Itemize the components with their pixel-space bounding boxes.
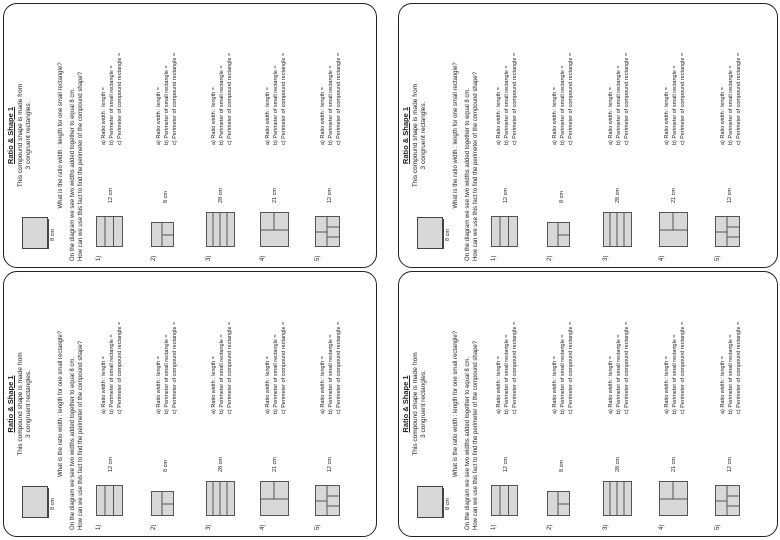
question-number: 1)	[96, 255, 102, 261]
compound-shape-diagram	[315, 207, 347, 247]
question-number: 1)	[96, 524, 102, 530]
compound-shape-diagram	[659, 476, 691, 516]
compound-shape-diagram	[260, 476, 292, 516]
question-item	[151, 7, 206, 261]
diagram-note-1: On the diagram we see two widths added together to equal 8 cm.	[70, 356, 76, 530]
answer-line-compound-perimeter: c) Perimeter of compound rectangle =	[281, 52, 288, 145]
shape-measurement: 8 cm	[162, 191, 169, 203]
answer-line-ratio: a) Ratio width : length =	[320, 87, 327, 145]
card-content	[399, 4, 777, 267]
shape-measurement: 12 cm	[108, 188, 114, 203]
answer-lines	[264, 53, 288, 145]
answer-lines	[155, 53, 179, 145]
answer-lines	[607, 322, 631, 414]
answer-lines	[210, 322, 234, 414]
answer-lines	[551, 322, 575, 414]
answer-lines	[719, 53, 743, 145]
answer-line-compound-perimeter: c) Perimeter of compound rectangle =	[512, 52, 518, 145]
question-item	[96, 7, 151, 261]
answer-lines	[495, 53, 519, 145]
shape-measurement: 28 cm	[615, 188, 621, 203]
question-item	[260, 276, 315, 530]
shape-measurement: 28 cm	[217, 188, 224, 203]
answer-line-compound-perimeter: c) Perimeter of compound rectangle =	[568, 52, 574, 145]
answer-line-small-perimeter: b) Perimeter of small rectangle =	[273, 334, 280, 414]
answer-line-small-perimeter: b) Perimeter of small rectangle =	[504, 334, 510, 414]
intro-line-2: 3 congruent rectangles.	[420, 101, 427, 170]
answer-line-compound-perimeter: c) Perimeter of compound rectangle =	[171, 321, 178, 414]
answer-lines	[155, 322, 179, 414]
answer-line-small-perimeter: b) Perimeter of small rectangle =	[218, 334, 225, 414]
answer-line-small-perimeter: b) Perimeter of small rectangle =	[560, 65, 566, 145]
question-number: 5)	[715, 255, 721, 261]
answer-line-small-perimeter: b) Perimeter of small rectangle =	[163, 334, 170, 414]
shape-measurement: 8 cm	[162, 460, 169, 472]
card-content	[4, 272, 376, 536]
answer-line-small-perimeter: b) Perimeter of small rectangle =	[109, 65, 115, 145]
worksheet-card-bottom-left	[3, 271, 377, 537]
question-number: 3)	[603, 255, 609, 261]
answer-line-small-perimeter: b) Perimeter of small rectangle =	[672, 65, 678, 145]
question-item	[206, 7, 261, 261]
compound-shape-diagram	[491, 476, 523, 516]
answer-line-compound-perimeter: c) Perimeter of compound rectangle =	[680, 52, 686, 145]
answer-line-ratio: a) Ratio width : length =	[664, 356, 670, 414]
question-number: 5)	[715, 524, 721, 530]
answer-line-small-perimeter: b) Perimeter of small rectangle =	[616, 334, 622, 414]
answer-line-ratio: a) Ratio width : length =	[552, 356, 558, 414]
question-item	[315, 276, 370, 530]
intro-line-1: This compound shape is made from	[17, 83, 24, 188]
ratio-question: What is the ratio width : length for one small rectangle?	[453, 62, 459, 209]
question-number: 3)	[603, 524, 609, 530]
answer-line-ratio: a) Ratio width : length =	[155, 87, 162, 145]
answer-line-compound-perimeter: c) Perimeter of compound rectangle =	[226, 321, 233, 414]
answer-line-ratio: a) Ratio width : length =	[210, 87, 217, 145]
question-number: 5)	[315, 524, 322, 530]
question-number: 2)	[547, 255, 553, 261]
sample-rectangle	[417, 217, 443, 249]
answer-lines	[551, 53, 575, 145]
diagram-note-2: How can we use this fact to find the perimeter of the compound shape?	[78, 340, 84, 530]
shape-measurement: 12 cm	[727, 188, 733, 203]
question-number: 5)	[315, 255, 322, 261]
question-number: 3)	[205, 255, 212, 261]
question-item	[715, 7, 771, 261]
question-item	[491, 276, 547, 530]
answer-line-ratio: a) Ratio width : length =	[265, 87, 272, 145]
answer-line-small-perimeter: b) Perimeter of small rectangle =	[560, 334, 566, 414]
worksheet-card-top-left	[3, 3, 377, 268]
ratio-question: What is the ratio width : length for one small rectangle?	[58, 62, 64, 209]
ratio-question: What is the ratio width : length for one small rectangle?	[58, 330, 64, 478]
question-item	[547, 276, 603, 530]
answer-lines	[100, 322, 124, 414]
answer-line-small-perimeter: b) Perimeter of small rectangle =	[328, 334, 335, 414]
answer-line-compound-perimeter: c) Perimeter of compound rectangle =	[117, 321, 123, 414]
compound-shape-diagram	[491, 207, 523, 247]
shape-measurement: 12 cm	[108, 457, 114, 472]
answer-lines	[319, 322, 343, 414]
shape-measurement: 21 cm	[272, 457, 279, 472]
answer-lines	[663, 322, 687, 414]
worksheet-title: Ratio & Shape 1	[401, 106, 410, 165]
answer-line-small-perimeter: b) Perimeter of small rectangle =	[218, 65, 225, 145]
answer-line-small-perimeter: b) Perimeter of small rectangle =	[672, 334, 678, 414]
question-item	[260, 7, 315, 261]
sample-rectangle	[417, 486, 443, 518]
sample-measurement: 8 cm	[50, 229, 56, 241]
compound-shape-diagram	[603, 207, 635, 247]
diagram-note-1: On the diagram we see two widths added together to equal 8 cm.	[465, 87, 471, 261]
question-item	[715, 276, 771, 530]
answer-lines	[100, 53, 124, 145]
answer-line-compound-perimeter: c) Perimeter of compound rectangle =	[117, 52, 123, 145]
answer-line-compound-perimeter: c) Perimeter of compound rectangle =	[568, 321, 574, 414]
diagram-note-2: How can we use this fact to find the perimeter of the compound shape?	[473, 340, 479, 530]
question-item	[151, 276, 206, 530]
worksheet-title: Ratio & Shape 1	[6, 106, 15, 165]
answer-line-ratio: a) Ratio width : length =	[720, 356, 726, 414]
compound-shape-diagram	[96, 476, 128, 516]
answer-line-small-perimeter: b) Perimeter of small rectangle =	[109, 334, 115, 414]
question-number: 4)	[659, 255, 665, 261]
compound-shape-diagram	[603, 476, 635, 516]
compound-shape-diagram	[547, 476, 579, 516]
diagram-note-1: On the diagram we see two widths added together to equal 8 cm.	[465, 356, 471, 530]
sample-measurement: 8 cm	[445, 498, 451, 510]
sample-rectangle	[22, 486, 48, 518]
sample-arrow	[443, 488, 444, 518]
ratio-question: What is the ratio width : length for one small rectangle?	[453, 330, 459, 478]
shape-measurement: 8 cm	[559, 191, 565, 203]
card-content	[399, 272, 777, 536]
answer-lines	[663, 53, 687, 145]
answer-line-small-perimeter: b) Perimeter of small rectangle =	[163, 65, 170, 145]
question-item	[603, 7, 659, 261]
answer-lines	[719, 322, 743, 414]
worksheet-title: Ratio & Shape 1	[401, 375, 410, 433]
question-number: 2)	[547, 524, 553, 530]
question-item	[96, 276, 151, 530]
worksheet-card-bottom-right	[398, 271, 778, 537]
answer-line-compound-perimeter: c) Perimeter of compound rectangle =	[624, 52, 630, 145]
sample-arrow	[443, 219, 444, 249]
intro-line-1: This compound shape is made from	[412, 352, 419, 456]
answer-line-small-perimeter: b) Perimeter of small rectangle =	[504, 65, 510, 145]
question-number: 4)	[659, 524, 665, 530]
shape-measurement: 28 cm	[615, 457, 621, 472]
compound-shape-diagram	[260, 207, 292, 247]
answer-line-ratio: a) Ratio width : length =	[496, 87, 502, 145]
answer-line-small-perimeter: b) Perimeter of small rectangle =	[273, 65, 280, 145]
answer-lines	[210, 53, 234, 145]
shape-measurement: 21 cm	[671, 457, 677, 472]
intro-line-2: 3 congruent rectangles.	[25, 370, 32, 438]
answer-line-compound-perimeter: c) Perimeter of compound rectangle =	[736, 52, 742, 145]
question-number: 2)	[150, 524, 157, 530]
diagram-note-1: On the diagram we see two widths added together to equal 8 cm.	[70, 87, 76, 261]
answer-line-ratio: a) Ratio width : length =	[155, 356, 162, 414]
intro-line-1: This compound shape is made from	[17, 352, 24, 456]
sample-rectangle	[22, 217, 48, 249]
shape-measurement: 12 cm	[327, 188, 334, 203]
answer-line-ratio: a) Ratio width : length =	[265, 356, 272, 414]
answer-line-compound-perimeter: c) Perimeter of compound rectangle =	[624, 321, 630, 414]
answer-line-ratio: a) Ratio width : length =	[720, 87, 726, 145]
compound-shape-diagram	[96, 207, 128, 247]
answer-lines	[264, 322, 288, 414]
question-number: 3)	[205, 524, 212, 530]
answer-line-small-perimeter: b) Perimeter of small rectangle =	[616, 65, 622, 145]
sample-arrow	[48, 488, 49, 518]
question-item	[603, 276, 659, 530]
shape-measurement: 12 cm	[503, 457, 509, 472]
answer-line-ratio: a) Ratio width : length =	[101, 87, 107, 145]
question-item	[315, 7, 370, 261]
question-item	[547, 7, 603, 261]
compound-shape-diagram	[659, 207, 691, 247]
sample-measurement: 8 cm	[445, 229, 451, 241]
answer-line-compound-perimeter: c) Perimeter of compound rectangle =	[226, 52, 233, 145]
question-number: 2)	[150, 255, 157, 261]
answer-line-ratio: a) Ratio width : length =	[101, 356, 107, 414]
question-item	[206, 276, 261, 530]
intro-line-2: 3 congruent rectangles.	[25, 101, 32, 170]
question-item	[659, 7, 715, 261]
answer-line-compound-perimeter: c) Perimeter of compound rectangle =	[171, 52, 178, 145]
question-item	[659, 276, 715, 530]
answer-lines	[319, 53, 343, 145]
answer-line-compound-perimeter: c) Perimeter of compound rectangle =	[336, 321, 343, 414]
answer-lines	[607, 53, 631, 145]
answer-line-compound-perimeter: c) Perimeter of compound rectangle =	[736, 321, 742, 414]
answer-line-ratio: a) Ratio width : length =	[496, 356, 502, 414]
compound-shape-diagram	[151, 476, 183, 516]
answer-line-compound-perimeter: c) Perimeter of compound rectangle =	[281, 321, 288, 414]
compound-shape-diagram	[715, 476, 747, 516]
intro-line-1: This compound shape is made from	[412, 83, 419, 188]
shape-measurement: 21 cm	[272, 188, 279, 203]
shape-measurement: 21 cm	[671, 188, 677, 203]
compound-shape-diagram	[715, 207, 747, 247]
sample-measurement: 8 cm	[50, 498, 56, 510]
answer-line-small-perimeter: b) Perimeter of small rectangle =	[328, 65, 335, 145]
question-item	[491, 7, 547, 261]
answer-lines	[495, 322, 519, 414]
answer-line-compound-perimeter: c) Perimeter of compound rectangle =	[512, 321, 518, 414]
question-number: 1)	[491, 255, 497, 261]
question-number: 1)	[491, 524, 497, 530]
shape-measurement: 28 cm	[217, 457, 224, 472]
answer-line-ratio: a) Ratio width : length =	[320, 356, 327, 414]
answer-line-ratio: a) Ratio width : length =	[664, 87, 670, 145]
shape-measurement: 12 cm	[727, 457, 733, 472]
shape-measurement: 12 cm	[503, 188, 509, 203]
question-number: 4)	[260, 524, 267, 530]
answer-line-ratio: a) Ratio width : length =	[210, 356, 217, 414]
compound-shape-diagram	[206, 207, 238, 247]
worksheet-title: Ratio & Shape 1	[6, 375, 15, 433]
compound-shape-diagram	[206, 476, 238, 516]
diagram-note-2: How can we use this fact to find the perimeter of the compound shape?	[78, 71, 84, 261]
diagram-note-2: How can we use this fact to find the perimeter of the compound shape?	[473, 71, 479, 261]
answer-line-ratio: a) Ratio width : length =	[552, 87, 558, 145]
card-content	[4, 4, 376, 267]
question-number: 4)	[260, 255, 267, 261]
compound-shape-diagram	[547, 207, 579, 247]
shape-measurement: 8 cm	[559, 460, 565, 472]
answer-line-small-perimeter: b) Perimeter of small rectangle =	[728, 65, 734, 145]
answer-line-compound-perimeter: c) Perimeter of compound rectangle =	[336, 52, 343, 145]
compound-shape-diagram	[151, 207, 183, 247]
answer-line-ratio: a) Ratio width : length =	[608, 87, 614, 145]
answer-line-small-perimeter: b) Perimeter of small rectangle =	[728, 334, 734, 414]
worksheet-card-top-right	[398, 3, 778, 268]
sample-arrow	[48, 219, 49, 249]
compound-shape-diagram	[315, 476, 347, 516]
intro-line-2: 3 congruent rectangles.	[420, 370, 427, 438]
shape-measurement: 12 cm	[327, 457, 334, 472]
answer-line-compound-perimeter: c) Perimeter of compound rectangle =	[680, 321, 686, 414]
answer-line-ratio: a) Ratio width : length =	[608, 356, 614, 414]
